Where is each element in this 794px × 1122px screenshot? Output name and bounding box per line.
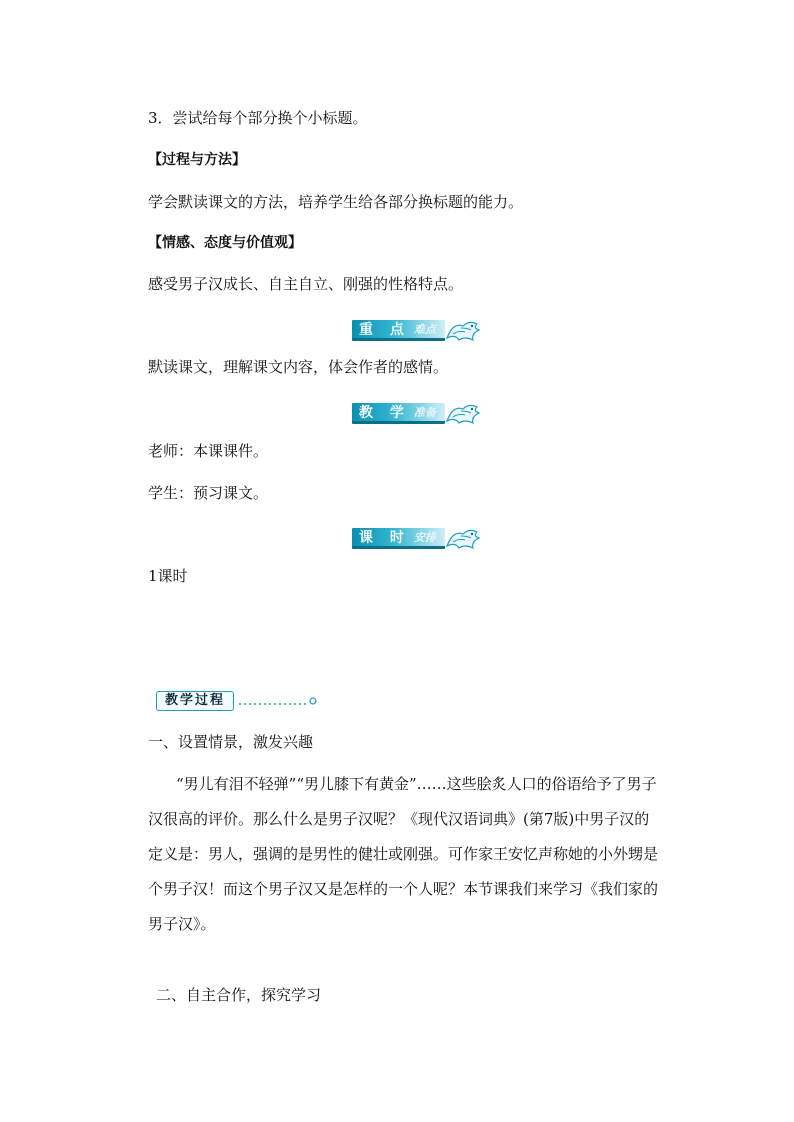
teaching-process-label [156,690,324,712]
banner-sub-label: 安排 [413,530,436,544]
bird-ornament-icon [443,401,483,425]
banner-main-label: 重 点 [359,321,410,338]
step-2-heading: 二、自主合作，探究学习 [156,986,322,1004]
prep-student: 学生：预习课文。 [148,484,269,502]
bird-ornament-icon [443,318,483,342]
class-time-banner [352,525,483,551]
process-method-text: 学会默读课文的方法，培养学生给各部分换标题的能力。 [148,193,524,211]
heading-process-method: 【过程与方法】 [148,152,246,168]
teaching-process-title: 教学过程 [156,691,234,711]
bird-ornament-icon [443,526,483,550]
banner-sub-label: 准备 [413,405,436,419]
emotion-text: 感受男子汉成长、自主自立、刚强的性格特点。 [148,275,464,293]
class-time-text: 1课时 [148,567,188,585]
step-1-heading: 一、设置情景，激发兴趣 [148,733,314,751]
key-points-banner [352,317,483,343]
prep-teacher: 老师：本课课件。 [148,442,269,460]
dotted-tail-icon [234,694,324,708]
teaching-prep-banner [352,400,483,426]
key-points-text: 默读课文，理解课文内容，体会作者的感情。 [148,358,449,376]
banner-sub-label: 难点 [413,322,436,336]
banner-main-label: 课 时 [359,529,410,546]
intro-paragraph: “男儿有泪不轻弹”“男儿膝下有黄金”……这些脍炙人口的俗语给予了男子汉很高的评价。那么什么是男子汉呢？《现代汉语词典》(第7版)中男子汉的定义是：男人，强调的是男性的健壮或刚强。可作家王安忆声称她的小外甥是个男子汉！而这个男子汉又是怎样的一个人呢？本节课我们来学习《我们家的男子汉》。 [148,775,659,933]
banner-main-label: 教 学 [359,404,410,421]
goal-3: 3．尝试给每个部分换个小标题。 [148,109,368,127]
heading-emotion: 【情感、态度与价值观】 [148,235,302,251]
